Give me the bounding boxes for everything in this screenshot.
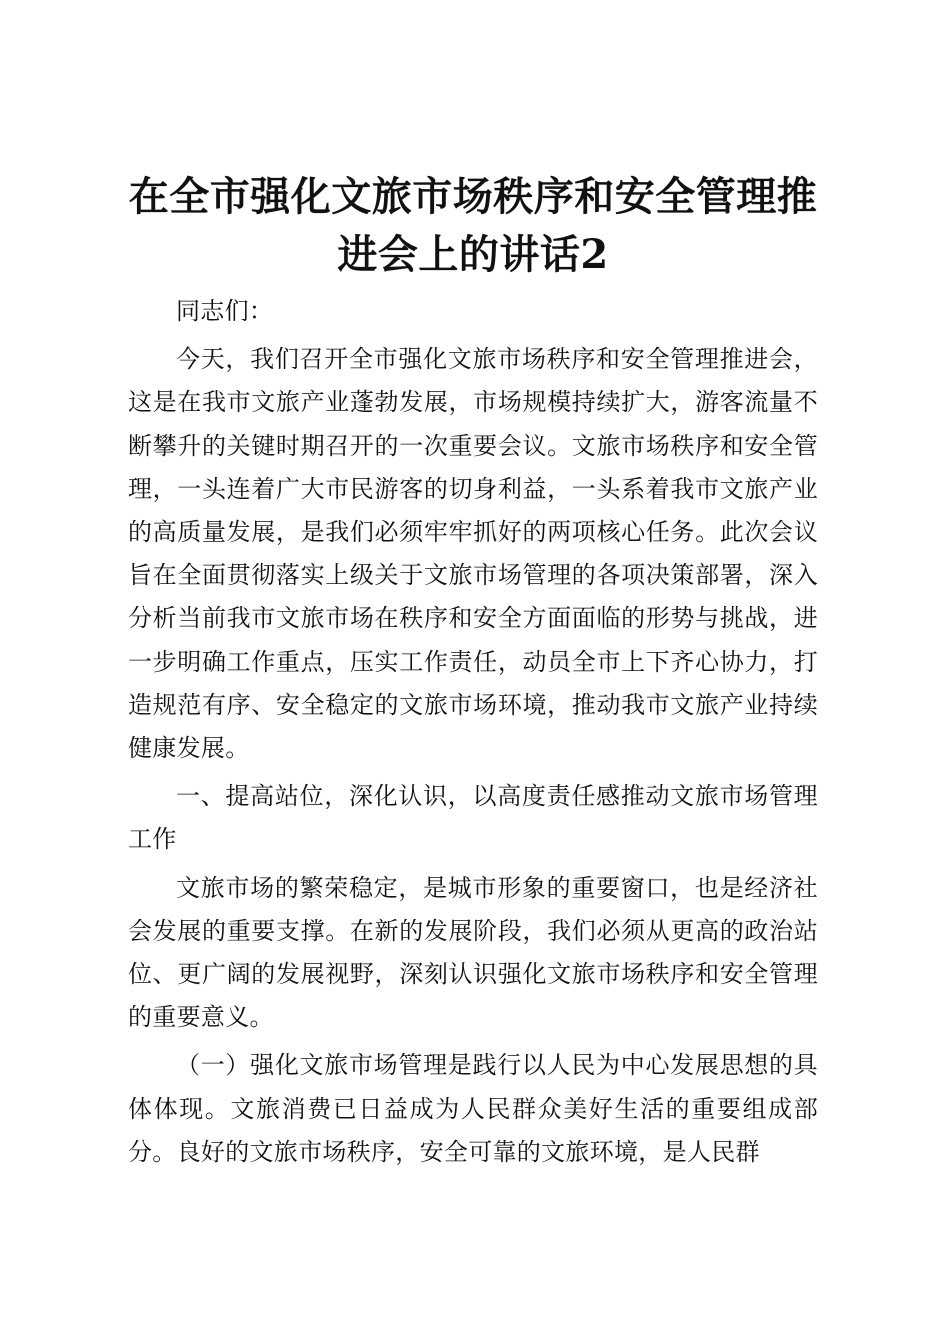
paragraph-opening: 今天，我们召开全市强化文旅市场秩序和安全管理推进会，这是在我市文旅产业蓬勃发展，市场规模持续扩大，游客流量不断攀升的关键时期召开的一次重要会议。文旅市场秩序和安全管理，一头连着广大市民游客的切身利益，一头系着我市文旅产业的高质量发展，是我们必须牢牢抓好的两项核心任务。此次会议旨在全面贯彻落实上级关于文旅市场管理的各项决策部署，深入分析当前我市文旅市场在秩序和安全方面面临的形势与挑战，进一步明确工作重点，压实工作责任，动员全市上下齐心协力，打造规范有序、安全稳定的文旅市场环境，推动我市文旅产业持续健康发展。 [128,345,818,763]
section-heading: 一、提高站位，深化认识，以高度责任感推动文旅市场管理工作 [128,782,818,854]
document-body [128,290,818,1174]
document-title: 在全市强化文旅市场秩序和安全管理推进会上的讲话2 [128,173,818,278]
paragraph-subsection-1: （一）强化文旅市场管理是践行以人民为中心发展思想的具体体现。文旅消费已日益成为人民群众美好生活的重要组成部分。良好的文旅市场秩序，安全可靠的文旅环境，是人民群 [128,1051,818,1166]
document-content [128,168,818,1174]
salutation: 同志们： [176,297,274,325]
paragraph-section-intro: 文旅市场的繁荣稳定，是城市形象的重要窗口，也是经济社会发展的重要支撑。在新的发展阶段，我们必须从更高的政治站位、更广阔的发展视野，深刻认识强化文旅市场秩序和安全管理的重要意义。 [128,873,818,1032]
